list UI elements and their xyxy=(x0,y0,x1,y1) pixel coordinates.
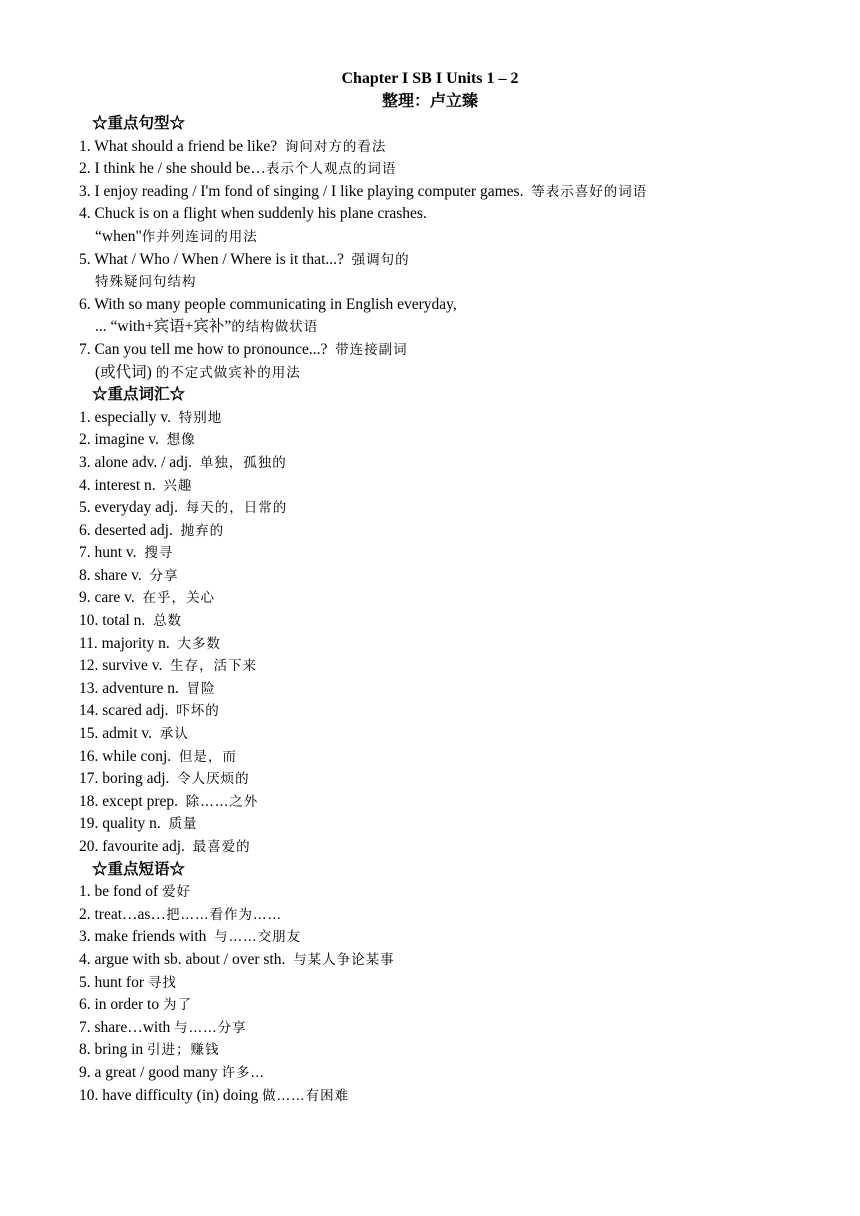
list-item xyxy=(79,520,839,543)
list-item xyxy=(79,994,839,1017)
chinese-gloss: 引进；赚钱 xyxy=(147,1042,220,1059)
list-item xyxy=(79,181,839,204)
chinese-gloss: 但是，而 xyxy=(178,748,237,765)
list-item xyxy=(79,587,839,610)
english-text: 3. I enjoy reading / I'm fond of singing / I like playing computer games. xyxy=(79,182,532,200)
english-text: 5. everyday adj. xyxy=(79,499,186,517)
list-item xyxy=(79,768,839,791)
list-item xyxy=(79,610,839,633)
section-heading: ☆重点句型☆ xyxy=(92,115,186,132)
chinese-gloss: 表示个人观点的词语 xyxy=(265,161,397,178)
english-text: 8. bring in xyxy=(79,1041,148,1059)
chinese-gloss: 生存，活下来 xyxy=(170,658,258,675)
list-item xyxy=(79,700,839,723)
chinese-gloss: 与某人争论某事 xyxy=(293,951,395,968)
list-item xyxy=(79,316,839,339)
english-text: 20. favourite adj. xyxy=(79,838,193,855)
chinese-gloss: 带连接副词 xyxy=(335,341,408,358)
chinese-gloss: 分享 xyxy=(149,567,179,584)
list-item xyxy=(79,429,839,452)
chinese-gloss: 想像 xyxy=(166,432,196,449)
chinese-gloss: 冒险 xyxy=(186,680,216,697)
english-text: 9. care v. xyxy=(79,589,143,607)
document-body xyxy=(79,113,839,1107)
english-text: 6. in order to xyxy=(79,996,163,1014)
chinese-gloss: 搜寻 xyxy=(144,545,174,562)
chinese-gloss: 总数 xyxy=(153,613,183,630)
list-item xyxy=(79,746,839,769)
english-text: 6. deserted adj. xyxy=(79,521,181,539)
chinese-gloss: 等表示喜好的词语 xyxy=(531,183,648,200)
english-text: 9. a great / good many xyxy=(79,1063,222,1081)
english-text: 7. hunt v. xyxy=(79,544,145,562)
list-item xyxy=(79,1017,839,1040)
english-text: 3. alone adv. / adj. xyxy=(79,453,200,471)
list-item xyxy=(79,542,839,565)
english-text: 8. share v. xyxy=(79,566,150,584)
english-text: 5. What / Who / When / Where is it that...? xyxy=(79,250,352,268)
list-item xyxy=(79,949,839,972)
list-item xyxy=(79,271,839,294)
chinese-gloss: 作并列连词的用法 xyxy=(141,228,258,245)
list-item xyxy=(79,813,839,836)
english-text: 4. interest n. xyxy=(79,476,164,494)
list-item xyxy=(79,565,839,588)
chinese-gloss: 的结构做状语 xyxy=(231,319,319,336)
chinese-gloss: 抛弃的 xyxy=(180,522,225,539)
document-title: Chapter I SB I Units 1 – 2 xyxy=(341,70,519,87)
list-item xyxy=(79,136,839,159)
list-item xyxy=(79,475,839,498)
list-item xyxy=(79,497,839,520)
english-text: 4. argue with sb. about / over sth. xyxy=(79,950,294,968)
english-text: 1. What should a friend be like? xyxy=(79,137,285,155)
english-text: 2. I think he / she should be… xyxy=(79,160,266,178)
list-item xyxy=(79,881,839,904)
chinese-gloss: 与……分享 xyxy=(174,1019,247,1036)
english-text: 1. be fond of xyxy=(79,883,163,901)
chinese-gloss: 做……有困难 xyxy=(262,1087,350,1104)
english-text: 18. except prep. xyxy=(79,792,186,810)
list-item xyxy=(79,972,839,995)
english-text: 12. survive v. xyxy=(79,657,171,675)
section-heading: ☆重点短语☆ xyxy=(92,860,186,878)
english-text: 13. adventure n. xyxy=(79,679,187,697)
english-text: 1. especially v. xyxy=(79,408,179,426)
chinese-gloss: 强调句的 xyxy=(351,251,410,268)
list-item xyxy=(79,1062,839,1085)
list-item xyxy=(79,203,839,226)
chinese-gloss: 的不定式做宾补的用法 xyxy=(155,364,301,381)
english-text: 3. make friends with xyxy=(79,928,215,946)
list-item xyxy=(79,791,839,814)
english-text: “when" xyxy=(95,227,142,245)
chinese-gloss: 最喜爱的 xyxy=(192,839,251,855)
chinese-gloss: 寻找 xyxy=(147,974,177,991)
chinese-gloss: 质量 xyxy=(168,816,198,833)
english-text: 16. while conj. xyxy=(79,747,179,765)
list-item xyxy=(79,452,839,475)
chinese-gloss: 每天的，日常的 xyxy=(185,500,288,517)
section-heading: ☆重点词汇☆ xyxy=(92,386,186,404)
list-item xyxy=(79,339,839,362)
english-text: 2. treat…as… xyxy=(79,905,166,923)
english-text: 15. admit v. xyxy=(79,725,160,743)
chinese-gloss: 把……看作为…… xyxy=(165,906,282,923)
list-item xyxy=(79,678,839,701)
english-text: 11. majority n. xyxy=(79,634,178,652)
chinese-gloss: 询问对方的看法 xyxy=(284,138,387,155)
chinese-gloss: 兴趣 xyxy=(163,477,193,494)
chinese-gloss: 特殊疑问句结构 xyxy=(95,274,197,291)
english-text: 4. Chuck is on a flight when suddenly his plane crashes. xyxy=(79,205,427,223)
chinese-gloss: 在乎，关心 xyxy=(142,590,216,607)
english-text: 19. quality n. xyxy=(79,815,169,833)
english-text: 6. With so many people communicating in English everyday, xyxy=(79,295,457,313)
list-item xyxy=(79,362,839,385)
list-item xyxy=(79,294,839,317)
chinese-gloss: 为了 xyxy=(162,997,192,1014)
english-text: 7. Can you tell me how to pronounce...? xyxy=(79,340,336,358)
list-item xyxy=(79,633,839,656)
list-item xyxy=(79,226,839,249)
chinese-gloss: 吓坏的 xyxy=(176,703,220,720)
english-text: 5. hunt for xyxy=(79,973,148,991)
english-text: 2. imagine v. xyxy=(79,431,167,449)
list-item xyxy=(79,926,839,949)
chinese-gloss: 特别地 xyxy=(178,409,223,426)
chinese-gloss: 许多… xyxy=(221,1064,265,1081)
list-item xyxy=(79,723,839,746)
list-item xyxy=(79,836,839,859)
english-text: 14. scared adj. xyxy=(79,702,177,720)
chinese-gloss: 单独，孤独的 xyxy=(199,454,287,471)
list-item xyxy=(79,1039,839,1062)
chinese-gloss: 与……交朋友 xyxy=(214,929,302,946)
list-item xyxy=(79,158,839,181)
chinese-gloss: 承认 xyxy=(159,726,189,743)
list-item xyxy=(79,1085,839,1108)
english-text: 17. boring adj. xyxy=(79,770,178,788)
list-item xyxy=(79,407,839,430)
english-text: 10. have difficulty (in) doing xyxy=(79,1086,263,1104)
list-item xyxy=(79,249,839,272)
document-subtitle: 整理：卢立臻 xyxy=(381,93,478,110)
chinese-gloss: 除……之外 xyxy=(185,793,259,810)
list-item xyxy=(79,904,839,927)
english-text: 7. share…with xyxy=(79,1018,175,1036)
english-text: ... “with+宾语+宾补” xyxy=(95,318,232,336)
chinese-gloss: 令人厌烦的 xyxy=(177,771,250,788)
english-text: 10. total n. xyxy=(79,612,154,630)
list-item xyxy=(79,655,839,678)
chinese-gloss: 爱好 xyxy=(162,884,192,901)
english-text: (或代词) xyxy=(95,363,156,381)
chinese-gloss: 大多数 xyxy=(177,635,221,652)
